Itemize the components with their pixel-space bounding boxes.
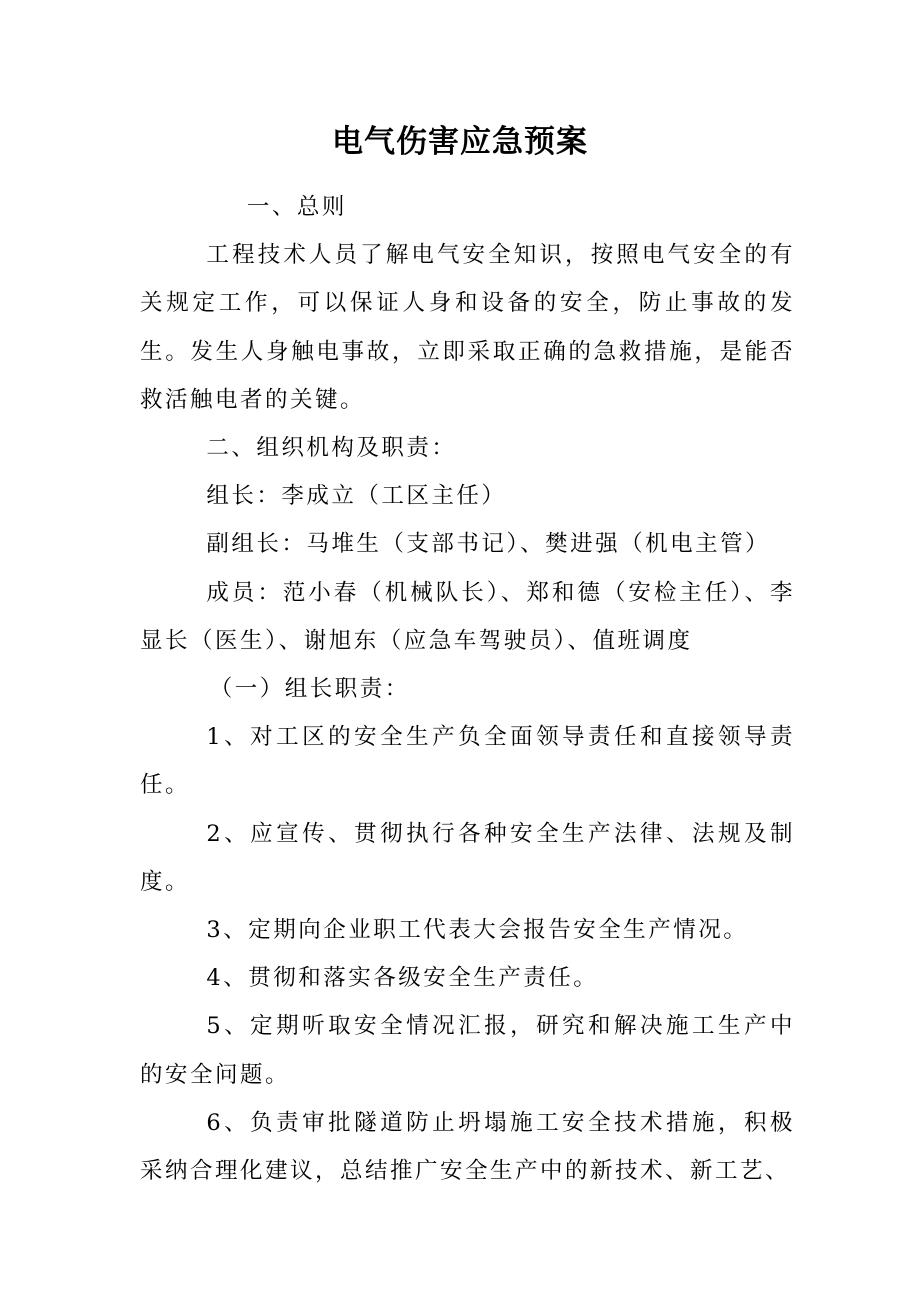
section-heading-general: 一、总则 [246, 194, 347, 220]
paragraph-members: 成员：范小春（机械队长）、郑和德（安检主任）、李显长（医生）、谢旭东（应急车驾驶员）、值班调度 [140, 579, 795, 654]
list-item: 4、贯彻和落实各级安全生产责任。 [206, 965, 599, 992]
paragraph-team-leader: 组长：李成立（工区主任） [206, 483, 507, 510]
list-item: 6、负责审批隧道防止坍塌施工安全技术措施，积极采纳合理化建议，总结推广安全生产中的新技术、新工艺、 [140, 1109, 795, 1185]
list-item: 5、定期听取安全情况汇报，研究和解决施工生产中的安全问题。 [140, 1013, 795, 1088]
section-heading-organization: 二、组织机构及职责： [206, 435, 457, 462]
document-body [140, 183, 795, 1195]
paragraph-deputy-leaders: 副组长：马堆生（支部书记）、樊进强（机电主管） [206, 531, 771, 558]
document-title: 电气伤害应急预案 [332, 124, 588, 160]
paragraph-general-intro: 工程技术人员了解电气安全知识，按照电气安全的有关规定工作，可以保证人身和设备的安全，防止事故的发生。发生人身触电事故，立即采取正确的急救措施，是能否救活触电者的关键。 [140, 242, 795, 413]
list-item: 3、定期向企业职工代表大会报告安全生产情况。 [206, 917, 749, 944]
list-item: 2、应宣传、贯彻执行各种安全生产法律、法规及制度。 [140, 820, 795, 895]
subsection-heading-leader-duties: （一）组长职责： [209, 676, 410, 703]
list-item: 1、对工区的安全生产负全面领导责任和直接领导责任。 [140, 724, 795, 799]
